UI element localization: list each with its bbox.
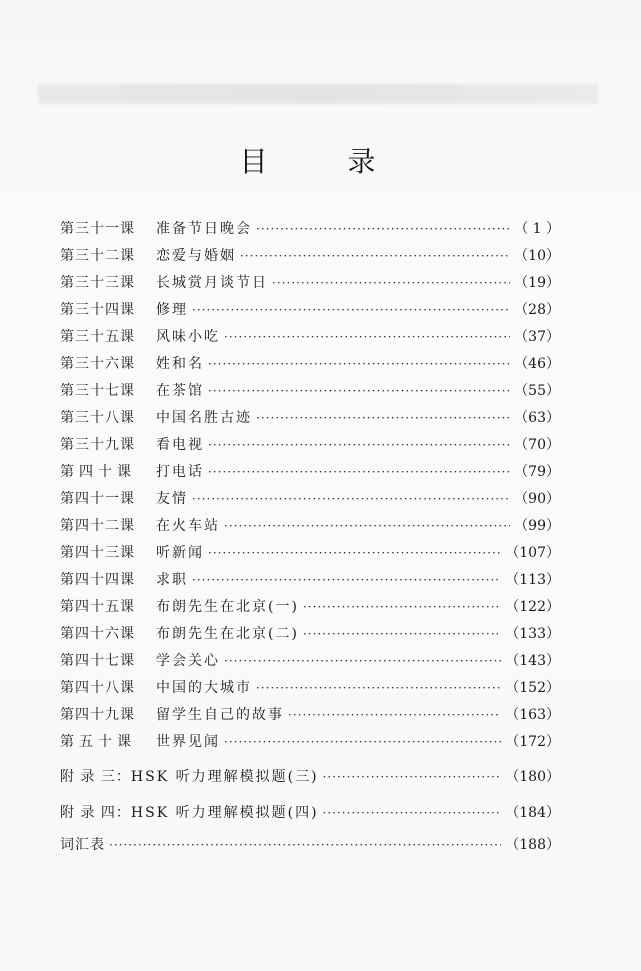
lesson-number: 第三十三课 [60,275,135,291]
dot-leader [272,272,510,294]
page-number: （63） [514,410,560,426]
toc-vocabulary-entry [60,834,560,856]
dot-leader [323,766,502,788]
lesson-topic: 布朗先生在北京(一) [156,599,299,615]
toc-entry [60,488,560,510]
dot-leader [208,434,510,456]
toc-entry [60,299,560,321]
show-through-band [38,84,598,104]
lesson-topic: 求职 [156,572,188,588]
toc-entry [60,380,560,402]
page-number: （19） [514,275,560,291]
lesson-topic: 看电视 [156,437,204,453]
toc-entry [60,326,560,348]
page-number: （79） [514,464,560,480]
lesson-topic: 长城赏月谈节日 [156,275,268,291]
page-number: （188） [505,837,560,853]
dot-leader [256,677,501,699]
lesson-number: 第三十五课 [60,329,135,345]
dot-leader [224,731,501,753]
dot-leader [224,515,510,537]
toc-entry [60,704,560,726]
dot-leader [303,596,501,618]
dot-leader [303,623,501,645]
lesson-number: 第四十一课 [60,491,135,507]
toc-entry [60,407,560,429]
lesson-number: 第三十四课 [60,302,135,318]
dot-leader [192,299,510,321]
lesson-topic: 恋爱与婚姻 [156,248,236,264]
toc-entry [60,650,560,672]
dot-leader [240,245,510,267]
toc-entry [60,542,560,564]
toc-entry [60,434,560,456]
dot-leader [109,834,501,856]
page-number: （55） [514,383,560,399]
page-number: （122） [505,599,560,615]
lesson-topic: 准备节日晚会 [156,221,252,237]
lesson-number: 第四十三课 [60,545,135,561]
toc-entry [60,596,560,618]
dot-leader [208,380,510,402]
lesson-topic: 留学生自己的故事 [156,707,284,723]
toc-appendix-entry [60,802,560,824]
page-number: （172） [505,734,560,750]
dot-leader [208,353,510,375]
lesson-number: 第四十课 [60,464,136,480]
lesson-number: 第三十九课 [60,437,135,453]
lesson-number: 第四十九课 [60,707,135,723]
toc-entry [60,677,560,699]
page-number: （143） [505,653,560,669]
page-number: （113） [505,572,560,588]
toc-entry [60,569,560,591]
dot-leader [224,326,510,348]
lesson-topic: 学会关心 [156,653,220,669]
lesson-topic: 中国名胜古迹 [156,410,252,426]
toc-entry [60,731,560,753]
page-number: （10） [514,248,560,264]
vocabulary-label: 词汇表 [60,837,105,853]
lesson-topic: 打电话 [156,464,204,480]
toc-entry [60,353,560,375]
dot-leader [192,569,501,591]
lesson-number: 第三十一课 [60,221,135,237]
page-number: （133） [505,626,560,642]
page-title: 目 录 [239,145,402,178]
lesson-number: 第五十课 [60,734,136,750]
dot-leader [256,218,510,240]
lesson-number: 第四十五课 [60,599,135,615]
dot-leader [256,407,510,429]
lesson-topic: 布朗先生在北京(二) [156,626,299,642]
toc-entry [60,461,560,483]
lesson-number: 第三十七课 [60,383,135,399]
page-number: （163） [505,707,560,723]
toc-appendix-entry [60,766,560,788]
lesson-number: 第四十四课 [60,572,135,588]
toc-entry [60,515,560,537]
lesson-topic: 中国的大城市 [156,680,252,696]
toc-entry [60,245,560,267]
appendix-topic: HSK 听力理解模拟题(三) [130,769,319,785]
lesson-number: 第四十六课 [60,626,135,642]
toc-entry [60,272,560,294]
dot-leader [192,488,510,510]
appendix-topic: HSK 听力理解模拟题(四) [130,805,319,821]
appendix-label: 附 录 三： [60,769,131,785]
dot-leader [288,704,501,726]
lesson-topic: 修理 [156,302,188,318]
lesson-topic: 世界见闻 [156,734,220,750]
dot-leader [224,650,501,672]
lesson-number: 第四十七课 [60,653,135,669]
page-number: （37） [514,329,560,345]
lesson-topic: 在火车站 [156,518,220,534]
toc-entry [60,218,560,240]
appendix-label: 附 录 四： [60,805,131,821]
lesson-number: 第四十八课 [60,680,135,696]
lesson-topic: 在茶馆 [156,383,204,399]
dot-leader [323,802,502,824]
page-number: （99） [514,518,560,534]
page-number: （46） [514,356,560,372]
page-number: （90） [514,491,560,507]
lesson-number: 第三十六课 [60,356,135,372]
lesson-topic: 风味小吃 [156,329,220,345]
lesson-topic: 听新闻 [156,545,204,561]
dot-leader [208,461,510,483]
lesson-topic: 姓和名 [156,356,204,372]
page-number: （28） [514,302,560,318]
page-number: （180） [505,769,560,785]
page-number: （70） [514,437,560,453]
lesson-number: 第三十二课 [60,248,135,264]
page-number: （107） [505,545,560,561]
page-number: （184） [505,805,560,821]
lesson-number: 第四十二课 [60,518,135,534]
lesson-number: 第三十八课 [60,410,135,426]
dot-leader [208,542,501,564]
toc-entry [60,623,560,645]
page-number: （ 1 ） [514,221,560,237]
lesson-topic: 友情 [156,491,188,507]
page-number: （152） [505,680,560,696]
